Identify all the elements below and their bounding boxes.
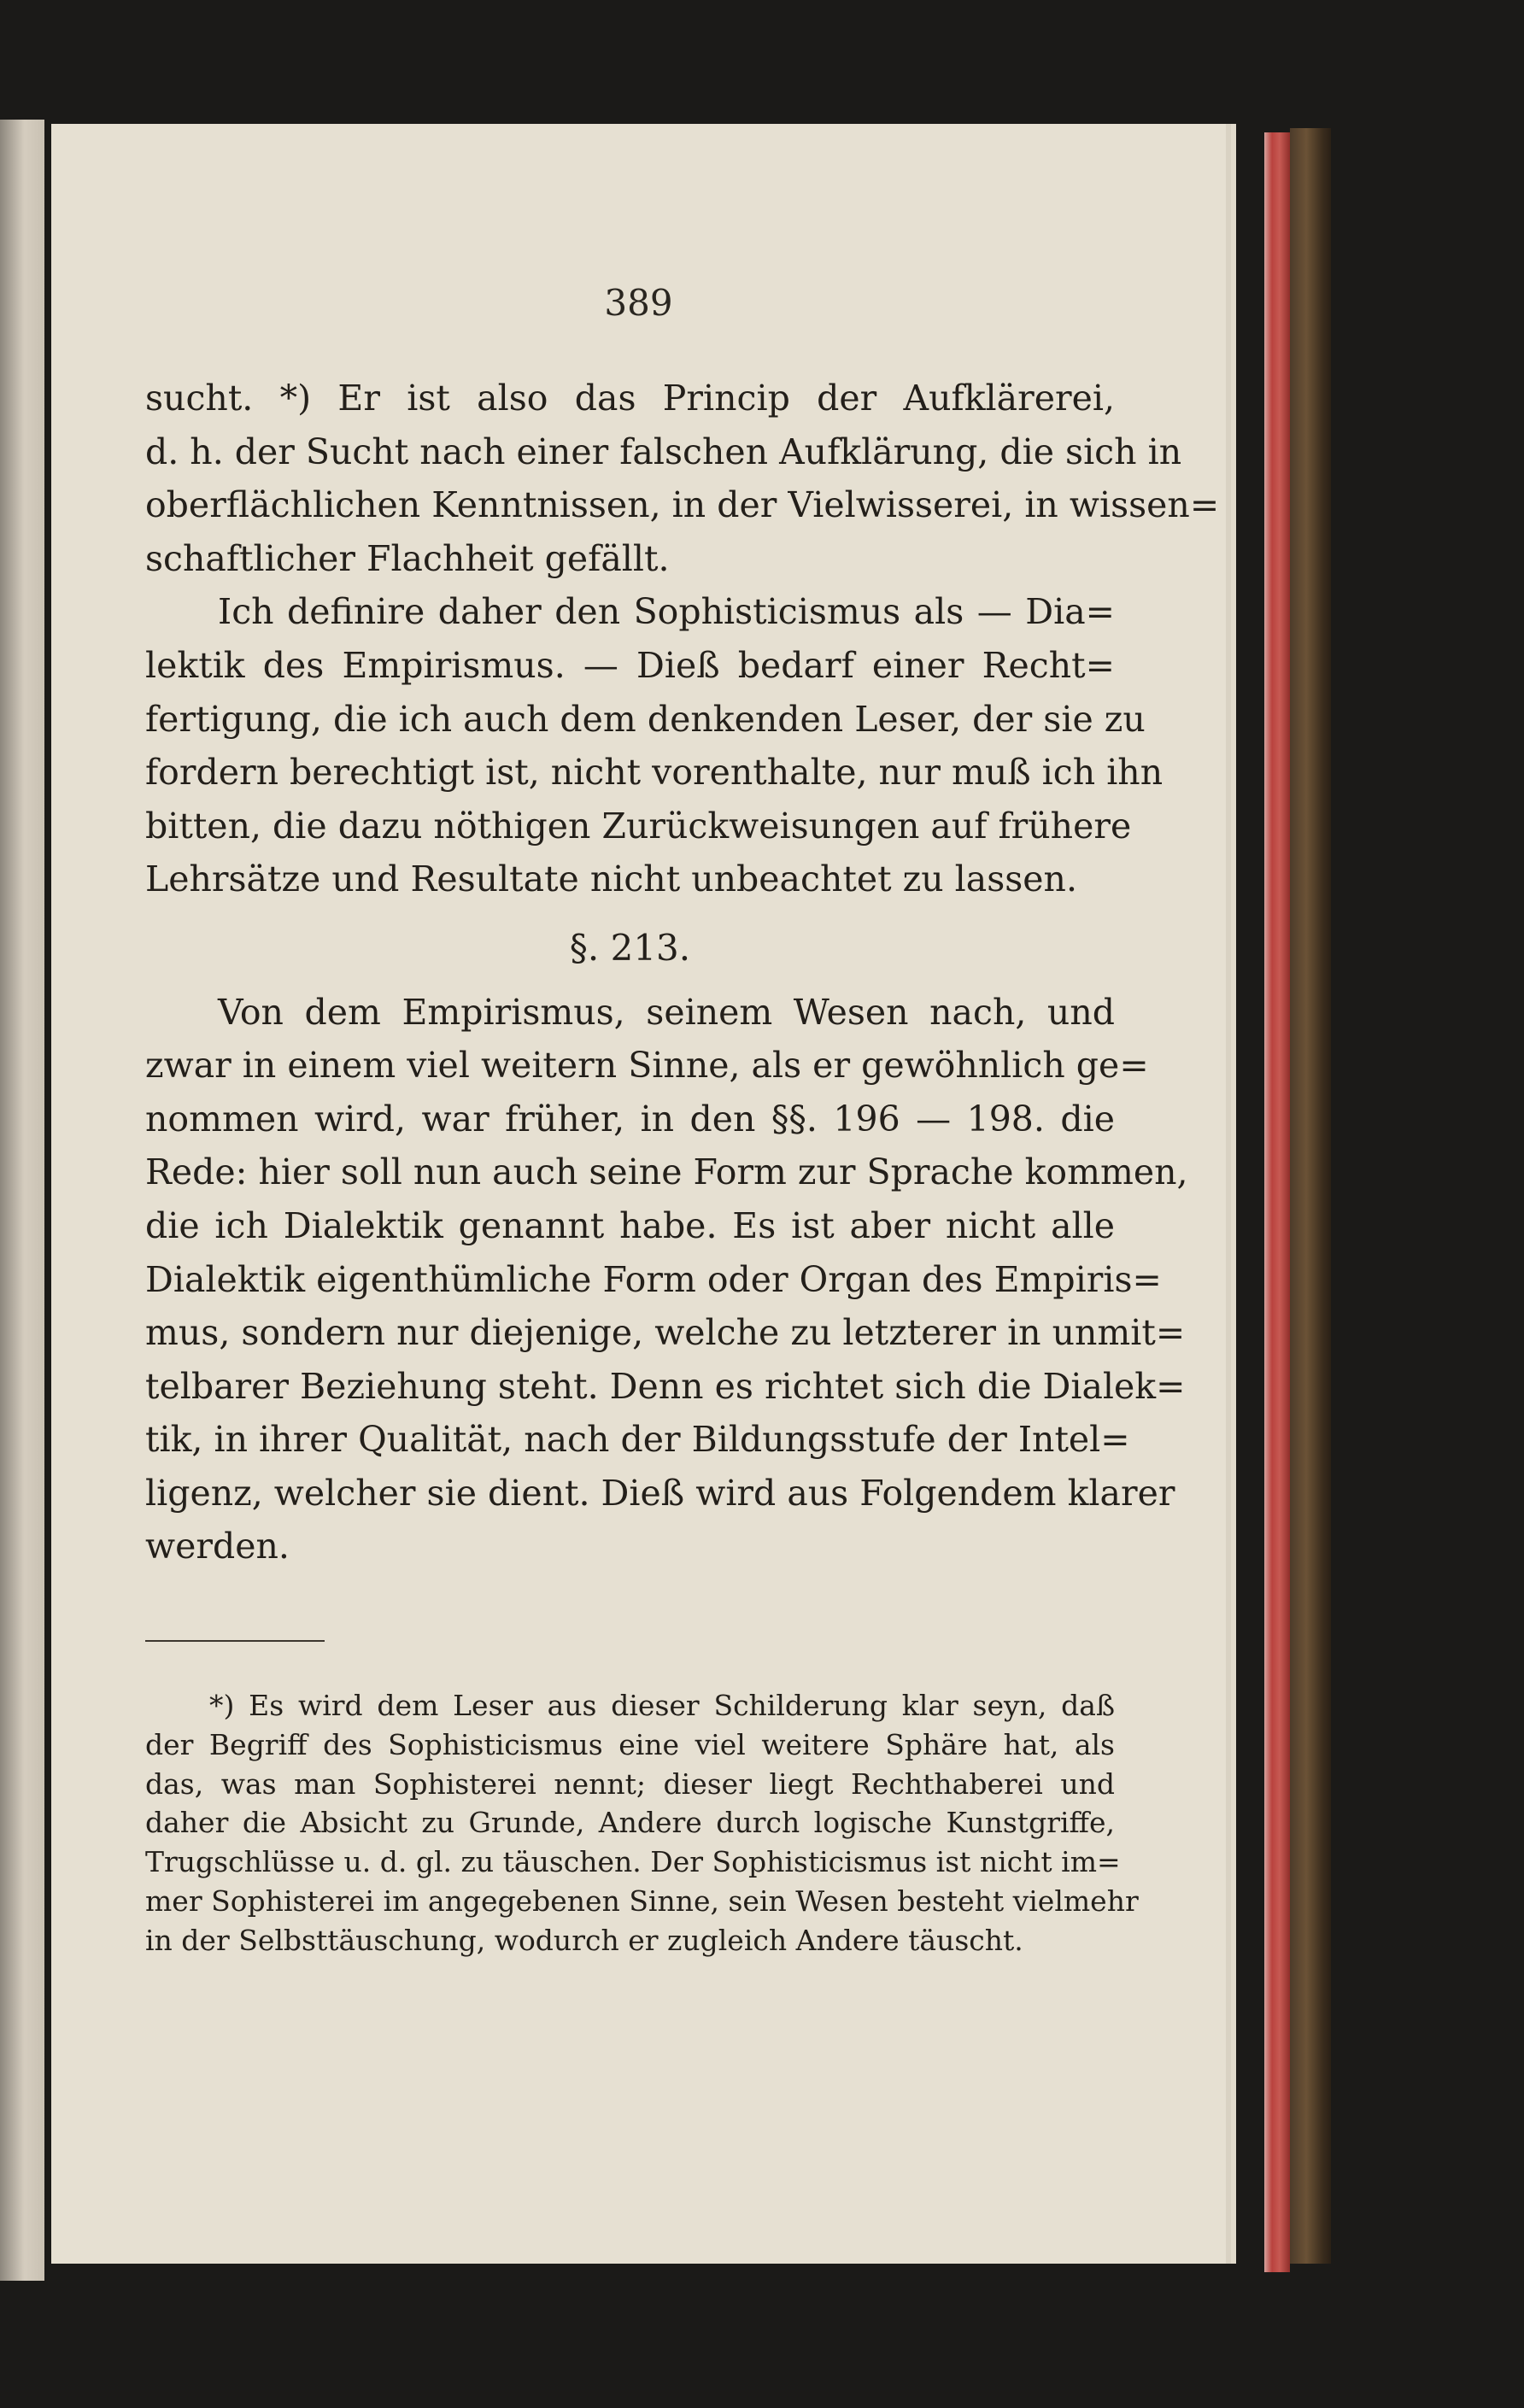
text-line: schaftlicher Flachheit gefällt. xyxy=(145,537,670,579)
footnote-line: daher die Absicht zu Grunde, Andere durch logische Kunstgriffe, xyxy=(145,1806,1115,1840)
text-line: fordern berechtigt ist, nicht vorenthalte, nur muß ich ihn xyxy=(145,752,1164,794)
book-edge-red xyxy=(1264,132,1290,2272)
paragraph-1 xyxy=(145,372,1220,585)
text-line: Rede: hier soll nun auch seine Form zur Sprache kommen, xyxy=(145,1151,1188,1193)
footnote xyxy=(145,1686,1139,1960)
footnote-rule xyxy=(145,1640,325,1642)
text-line: Ich definire daher den Sophisticismus als — Dia= xyxy=(218,591,1115,633)
page-text xyxy=(145,372,1220,1960)
text-line: bitten, die dazu nöthigen Zurückweisungen auf frühere xyxy=(145,805,1132,847)
text-line: Lehrsätze und Resultate nicht unbeachtet zu lassen. xyxy=(145,858,1077,900)
text-line: oberflächlichen Kenntnissen, in der Vielwisserei, in wissen= xyxy=(145,484,1220,526)
footnote-line: *) Es wird dem Leser aus dieser Schilderung klar seyn, daß xyxy=(209,1689,1115,1723)
text-line: fertigung, die ich auch dem denkenden Leser, der sie zu xyxy=(145,698,1146,740)
text-line: zwar in einem viel weitern Sinne, als er gewöhnlich ge= xyxy=(145,1045,1149,1087)
text-line: werden. xyxy=(145,1526,290,1567)
paragraph-2 xyxy=(145,585,1164,906)
footnote-line: Trugschlüsse u. d. gl. zu täuschen. Der Sophisticismus ist nicht im= xyxy=(145,1845,1121,1879)
footnote-line: mer Sophisterei im angegebenen Sinne, sein Wesen besteht vielmehr xyxy=(145,1884,1139,1919)
text-line: Dialektik eigenthümliche Form oder Organ des Empiris= xyxy=(145,1258,1162,1300)
text-line: ligenz, welcher sie dient. Dieß wird aus Folgendem klarer xyxy=(145,1472,1175,1514)
footnote-line: das, was man Sophisterei nennt; dieser liegt Rechthaberei und xyxy=(145,1766,1115,1801)
book-page xyxy=(51,124,1226,2264)
page-number: 389 xyxy=(604,282,673,324)
section-heading: §. 213. xyxy=(569,926,691,969)
text-line: telbarer Beziehung steht. Denn es richtet sich die Dialek= xyxy=(145,1365,1186,1407)
text-line: nommen wird, war früher, in den §§. 196 — 198. die xyxy=(145,1098,1115,1140)
paragraph-3 xyxy=(145,986,1188,1574)
text-line: Von dem Empirismus, seinem Wesen nach, und xyxy=(218,991,1115,1033)
text-line: d. h. der Sucht nach einer falschen Aufklärung, die sich in xyxy=(145,431,1182,472)
text-line: sucht. *) Er ist also das Princip der Aufklärerei, xyxy=(145,378,1115,419)
book-cover xyxy=(1290,128,1331,2264)
text-line: mus, sondern nur diejenige, welche zu letzterer in unmit= xyxy=(145,1312,1186,1354)
text-line: tik, in ihrer Qualität, nach der Bildungsstufe der Intel= xyxy=(145,1419,1130,1461)
text-line: lektik des Empirismus. — Dieß bedarf einer Recht= xyxy=(145,644,1115,686)
text-line: die ich Dialektik genannt habe. Es ist aber nicht alle xyxy=(145,1204,1115,1246)
footnote-line: in der Selbsttäuschung, wodurch er zugleich Andere täuscht. xyxy=(145,1923,1023,1957)
facing-page-edge xyxy=(0,120,44,2281)
footnote-line: der Begriff des Sophisticismus eine viel weitere Sphäre hat, als xyxy=(145,1727,1115,1761)
